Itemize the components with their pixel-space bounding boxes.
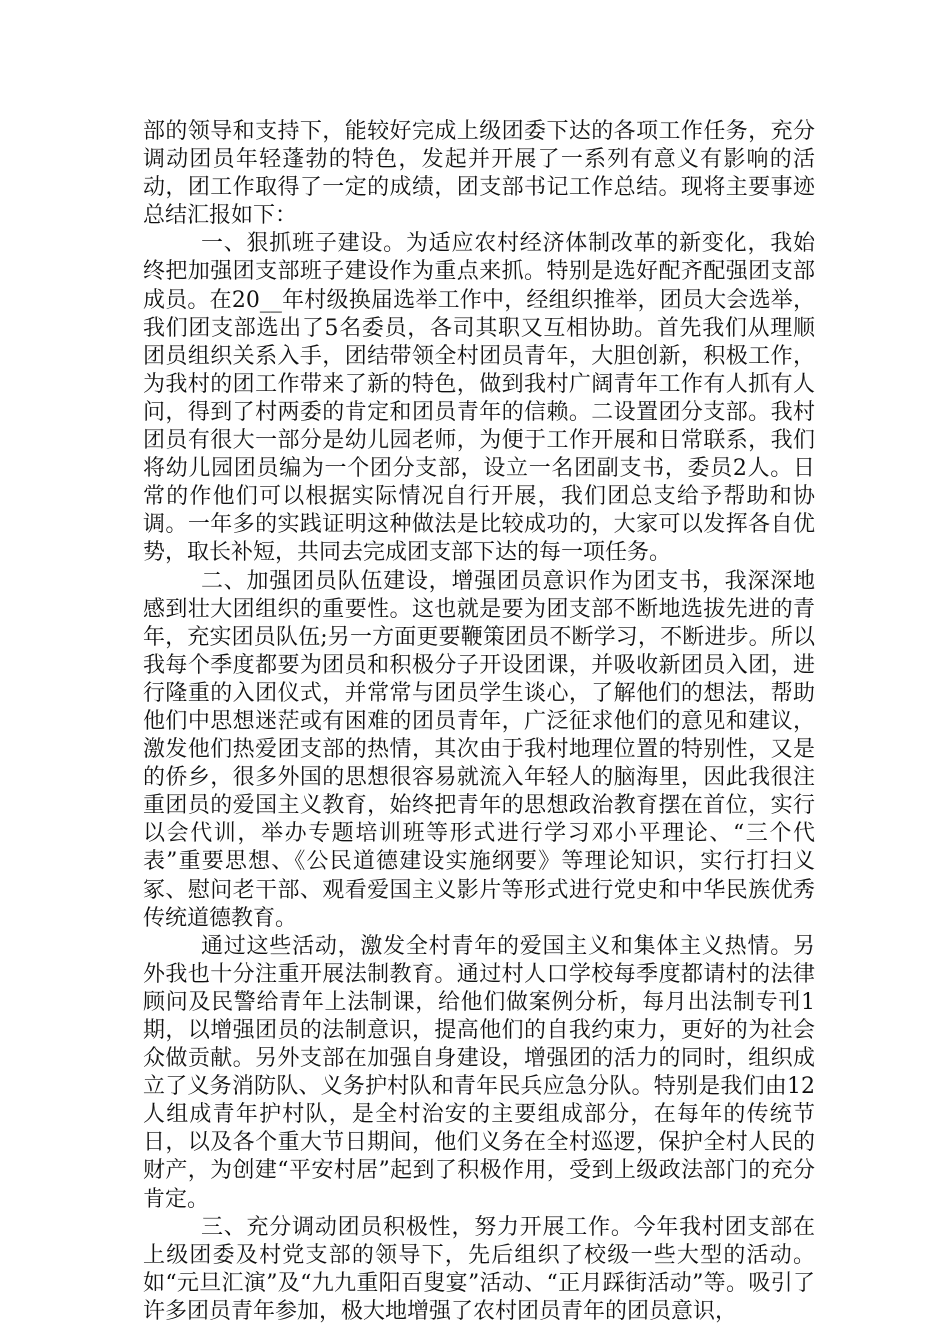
paragraph-section-one: 一、狠抓班子建设。为适应农村经济体制改革的新变化，我始终把加强团支部班子建设作为重点来抓。特别是选好配齐配强团支部成员。在20__年村级换届选举工作中，经组织推举，团员大会选举，我们团支部选出了5名委员，各司其职又互相协助。首先我们从理顺团员组织关系入手，团结带领全村团员青年，大胆创新，积极工作，为我村的团工作带来了新的特色，做到我村广阔青年工作有人抓有人问，得到了村两委的肯定和团员青年的信赖。二设置团分支部。我村团员有很大一部分是幼儿园老师，为便于工作开展和日常联系，我们将幼儿园团员编为一个团分支部，设立一名团副支书，委员2人。日常的作他们可以根据实际情况自行开展，我们团总支给予帮助和协调。一年多的实践证明这种做法是比较成功的，大家可以发挥各自优势，取长补短，共同去完成团支部下达的每一项任务。 [143,231,815,566]
paragraph-section-two: 二、加强团员队伍建设，增强团员意识作为团支书，我深深地感到壮大团组织的重要性。这也就是要为团支部不断地选拔先进的青年，充实团员队伍;另一方面更要鞭策团员不断学习，不断进步。所以我每个季度都要为团员和积极分子开设团课，并吸收新团员入团，进行隆重的入团仪式，并常常与团员学生谈心，了解他们的想法，帮助他们中思想迷茫或有困难的团员青年，广泛征求他们的意见和建议，激发他们热爱团支部的热情，其次由于我村地理位置的特别性，又是的侨乡，很多外国的思想很容易就流入年轻人的脑海里，因此我很注重团员的爱国主义教育，始终把青年的思想政治教育摆在首位，实行以会代训，举办专题培训班等形式进行学习邓小平理论、“三个代表”重要思想、《公民道德建设实施纲要》等理论知识，实行打扫义冢、慰问老干部、观看爱国主义影片等形式进行党史和中华民族优秀传统道德教育。 [143,568,815,931]
paragraph-section-three: 三、充分调动团员积极性，努力开展工作。今年我村团支部在上级团委及村党支部的领导下，先后组织了校级一些大型的活动。如“元旦汇演”及“九九重阳百叟宴”活动、“正月踩街活动”等。吸引了许多团员青年参加，极大地增强了农村团员青年的团员意识， [143,1214,815,1324]
document-page [143,118,815,1326]
paragraph-intro: 部的领导和支持下，能较好完成上级团委下达的各项工作任务，充分调动团员年轻蓬勃的特色，发起并开展了一系列有意义有影响的活动，团工作取得了一定的成绩，团支部书记工作总结。现将主要事迹总结汇报如下： [143,119,815,229]
paragraph-activities: 通过这些活动，激发全村青年的爱国主义和集体主义热情。另外我也十分注重开展法制教育。通过村人口学校每季度都请村的法律顾问及民警给青年上法制课，给他们做案例分析，每月出法制专刊1期，以增强团员的法制意识，提高他们的自我约束力，更好的为社会众做贡献。另外支部在加强自身建设，增强团的活力的同时，组织成立了义务消防队、义务护村队和青年民兵应急分队。特别是我们由12人组成青年护村队，是全村治安的主要组成部分，在每年的传统节日，以及各个重大节日期间，他们义务在全村巡逻，保护全村人民的财产，为创建“平安村居”起到了积极作用，受到上级政法部门的充分肯定。 [143,933,815,1212]
